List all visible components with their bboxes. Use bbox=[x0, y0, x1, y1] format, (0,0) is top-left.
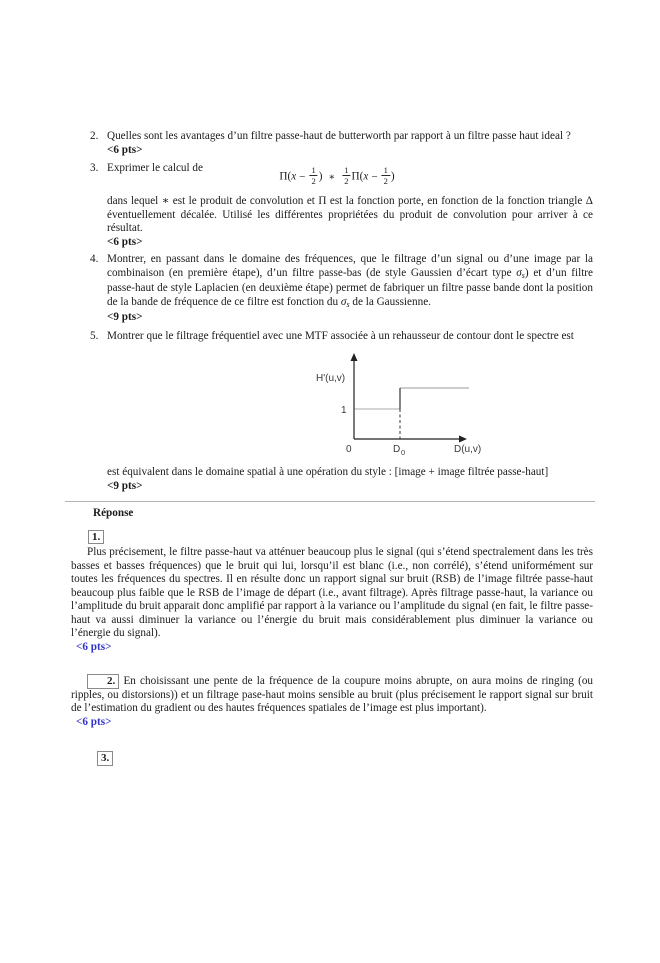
points-label-blue: <6 pts> bbox=[76, 640, 112, 653]
eq-pi: Π bbox=[351, 170, 360, 183]
fraction-numerator: 1 bbox=[344, 165, 349, 175]
answer-number-box: 3. bbox=[97, 751, 113, 766]
question-item-2 bbox=[71, 130, 593, 157]
points-label: <9 pts> bbox=[107, 311, 143, 323]
points-label: <9 pts> bbox=[107, 479, 143, 492]
eq-x: x bbox=[291, 170, 297, 183]
answer-3-number-line bbox=[97, 751, 593, 766]
question-item-5 bbox=[71, 330, 593, 494]
eq-fraction bbox=[382, 166, 390, 186]
question-text-before-figure: Montrer que le filtrage fréquentiel avec une MTF associée à un rehausseur de contour dont le spectre est bbox=[107, 329, 574, 342]
eq-x: x bbox=[363, 170, 369, 183]
eq-open: ( bbox=[287, 170, 292, 183]
sigma-subscript: s bbox=[346, 299, 350, 309]
fraction-denominator: 2 bbox=[344, 176, 349, 186]
answer-1-number-line bbox=[88, 530, 593, 545]
fraction-denominator: 2 bbox=[311, 176, 316, 186]
sigma-symbol: σ bbox=[516, 266, 522, 279]
question-text: dans lequel ∗ est le produit de convolution et Π est la fonction porte, en fonction de la fonction triangle Δ éventuellement décalée. Utilisé les différentes propriétées du produit de convolution pour arriver à ce résultat. bbox=[107, 195, 593, 234]
question-intro: Exprimer le calcul de bbox=[107, 162, 203, 174]
eq-fraction bbox=[342, 166, 350, 186]
points-label: <6 pts> bbox=[107, 235, 143, 248]
page-content bbox=[71, 130, 593, 766]
cutoff-subscript: 0 bbox=[401, 448, 406, 457]
sigma-subscript: s bbox=[521, 270, 525, 280]
eq-star: ∗ bbox=[328, 171, 336, 183]
cutoff-label: D bbox=[393, 444, 401, 455]
y-axis-arrow-icon bbox=[351, 353, 358, 361]
question-number: 3. bbox=[90, 162, 99, 174]
answer-number-box: 2. bbox=[87, 674, 119, 689]
answer-2-text: En choisissant une pente de la fréquence de la coupure moins abrupte, on aura moins de ringing (ou ripples, ou distorsions)) et un filtrage pase-haut moins sensible au bruit (plus précisement le rapport signal sur bruit de l’estimation du gradient ou des hautes fréquences spatiales de l’image est plus important). bbox=[71, 675, 594, 714]
sigma-symbol: σ bbox=[340, 295, 347, 308]
question-item-4 bbox=[71, 253, 593, 325]
equation-row bbox=[107, 162, 593, 195]
answer-1-paragraph: Plus précisement, le filtre passe-haut va atténuer beaucoup plus le signal (qui s’étend spectralement dans les très basses et basses fréquences) que le bruit qui lui, lorsqu’il est blanc (i.e., non corrélé), s’étend uniformément sur toutes les fréquences du spectres. Il en résulte donc un rapport signal sur bruit (RSB) de l’image filtrée passe-haut beaucoup plus faible que le RSB de l’image de départ (i.e., avant filtrage). Après filtrage passe-haut, la variance ou l’amplitude du bruit apparait donc amplifié par rapport à la variance ou l’amplitude du signal (en fait, le filtre passe-haut va aussi diminuer la variance ou l’énergie du bruit mais considérablement plus diminuer la variance ou l’énergie du signal). bbox=[71, 546, 593, 639]
question-text-after-figure: est équivalent dans le domaine spatial à une opération du style : [image + image filtrée passe-haut] bbox=[107, 466, 549, 478]
question-number: 5. bbox=[90, 329, 99, 342]
question-text-part1: Montrer, en passant dans le domaine des fréquences, que le filtrage d’un signal ou d’une image par la combinaison (en première étape), d’un filtre passe-bas (de style Gaussien d’écart type bbox=[107, 253, 593, 279]
fraction-numerator: 1 bbox=[311, 165, 316, 175]
mtf-step-figure bbox=[311, 351, 496, 457]
section-divider bbox=[65, 501, 595, 502]
question-item-3 bbox=[71, 162, 593, 249]
eq-close: ) bbox=[390, 170, 395, 183]
eq-open: ( bbox=[359, 170, 364, 183]
question-number: 4. bbox=[90, 253, 99, 265]
origin-label: 0 bbox=[346, 444, 352, 455]
eq-pi: Π bbox=[279, 170, 288, 183]
eq-minus: − bbox=[371, 170, 378, 183]
answer-2-paragraph bbox=[71, 674, 593, 716]
x-axis-label: D(u,v) bbox=[454, 444, 482, 455]
question-number: 2. bbox=[90, 130, 99, 142]
fraction-numerator: 1 bbox=[383, 165, 388, 175]
question-text-part3: de la Gaussienne. bbox=[349, 295, 431, 308]
eq-minus: − bbox=[299, 170, 306, 183]
x-axis-arrow-icon bbox=[459, 436, 467, 443]
fraction-denominator: 2 bbox=[383, 176, 388, 186]
y-axis-label: H'(u,v) bbox=[316, 373, 346, 384]
question-text: Quelles sont les avantages d’un filtre passe-haut de butterworth par rapport à un filtre passe haut ideal ? bbox=[107, 130, 571, 142]
step-plot-svg bbox=[311, 351, 496, 457]
answer-number-box: 1. bbox=[88, 530, 104, 545]
convolution-equation bbox=[279, 167, 394, 187]
points-label: <6 pts> bbox=[107, 143, 143, 156]
points-label-blue: <6 pts> bbox=[76, 715, 112, 728]
reponse-heading: Réponse bbox=[93, 507, 134, 519]
eq-fraction bbox=[309, 166, 317, 186]
question-text-part2: ) et d’un filtre passe-haut de style Laplacien (en deuxième étape) permet de fabriquer un filtre passe bande dont la position de la bande de fréquence de ce filtre est fonction du bbox=[107, 266, 593, 308]
eq-close: ) bbox=[318, 170, 323, 183]
level-one-label: 1 bbox=[341, 405, 347, 416]
